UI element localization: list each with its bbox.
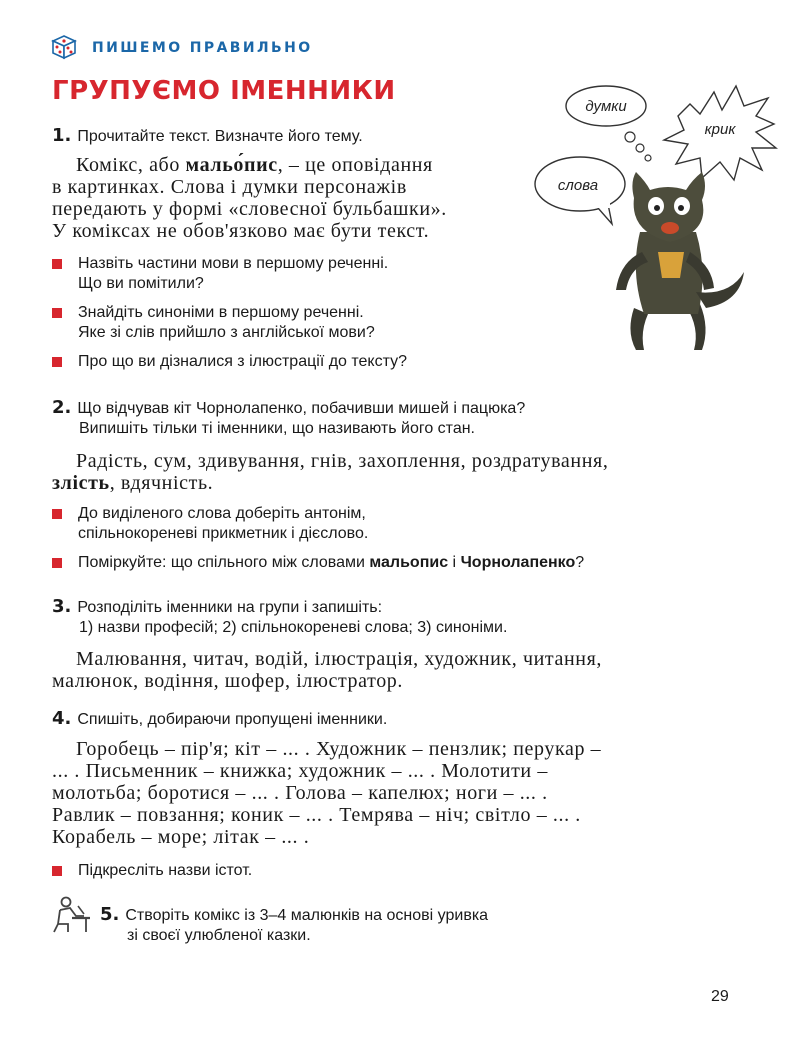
bullet-marker (52, 866, 62, 876)
bullet-marker (52, 308, 62, 318)
bullet-marker (52, 558, 62, 568)
exercise-1-question-1: Назвіть частини мови в першому реченні. Що ви помітили? (52, 254, 388, 294)
text-line: У коміксах не обов'язково має бути текст. (52, 220, 430, 242)
exercise-2-instruction: 2. Що відчував кіт Чорнолапенко, побачивши мишей і пацюка? Випишіть тільки ті іменники, що називають його стан. (52, 397, 526, 437)
text-line: ... . Письменник – книжка; художник – ... . Молотити – (52, 760, 548, 782)
section-label: ПИШЕМО ПРАВИЛЬНО (92, 40, 313, 56)
bullet-marker (52, 509, 62, 519)
exercise-2-question-1: До виділеного слова доберіть антонім, спільнокореневі прикметник і дієслово. (52, 504, 368, 544)
text-line: малюнок, водіння, шофер, ілюстратор. (52, 670, 403, 692)
exercise-1-instruction (52, 126, 363, 147)
exercise-3-text (52, 648, 742, 692)
comic-illustration (530, 82, 790, 357)
text-line: Малювання, читач, водій, ілюстрація, художник, читання, (76, 648, 602, 670)
exercise-number: 4. (52, 708, 72, 729)
exercise-2-question-2: Поміркуйте: що спільного між словами мальопис і Чорнолапенко? (52, 553, 584, 573)
text-line: передають у формі «словесної бульбашки». (52, 198, 447, 220)
exercise-number: 1. (52, 125, 72, 146)
bullet-marker (52, 357, 62, 367)
bullet-marker (52, 259, 62, 269)
text-line: Комікс, або мальо́пис, – це оповідання (76, 154, 433, 176)
text-line: злість, вдячність. (52, 472, 214, 494)
bold-term: мальо́пис (185, 154, 278, 176)
exercise-number: 2. (52, 397, 72, 418)
text-line: в картинках. Слова і думки персонажів (52, 176, 407, 198)
dice-icon (51, 34, 77, 60)
cat-illustration (616, 172, 744, 350)
exercise-4-instruction: 4. Спишіть, добираючи пропущені іменники. (52, 708, 388, 729)
text-line: Горобець – пір'я; кіт – ... . Художник – пензлик; перукар – (76, 738, 602, 760)
exercise-3-instruction: 3. Розподіліть іменники на групи і запишіть: 1) назви професій; 2) спільнокореневі слова; 3) синоніми. (52, 596, 508, 636)
bubble-shout-text: крик (704, 121, 736, 138)
exercise-2-text (52, 450, 742, 494)
exercise-4-text (52, 738, 742, 848)
thought-bubble (566, 86, 651, 161)
student-at-desk-icon (50, 896, 92, 934)
exercise-1-question-3: Про що ви дізналися з ілюстрації до тексту? (52, 352, 407, 372)
exercise-1-text (52, 154, 522, 242)
exercise-number: 3. (52, 596, 72, 617)
page-title: ГРУПУЄМО ІМЕННИКИ (52, 76, 396, 106)
text-line: молотьба; боротися – ... . Голова – капелюх; ноги – ... . (52, 782, 548, 804)
exercise-4-question-1: Підкресліть назви істот. (52, 861, 252, 881)
exercise-5-instruction: 5. Створіть комікс із 3–4 малюнків на основі уривка зі своєї улюбленої казки. (100, 904, 489, 944)
bubble-thoughts-text: думки (585, 98, 627, 115)
text-line: Равлик – повзання; коник – ... . Темрява – ніч; світло – ... . (52, 804, 581, 826)
page-number: 29 (711, 988, 729, 1005)
bold-term: Чорнолапенко (460, 554, 576, 571)
speech-bubble (535, 157, 625, 224)
bubble-words-text: слова (557, 177, 599, 194)
shout-bubble (664, 86, 776, 180)
instruction-text: Прочитайте текст. Визначте його тему. (77, 128, 363, 145)
exercise-number: 5. (100, 904, 120, 925)
bold-term: мальопис (369, 554, 449, 571)
text-line: Корабель – море; літак – ... . (52, 826, 310, 848)
exercise-1-question-2: Знайдіть синоніми в першому реченні. Яке зі слів прийшло з англійської мови? (52, 303, 375, 343)
text-line: Радість, сум, здивування, гнів, захоплення, роздратування, (76, 450, 609, 472)
bold-term: злість (52, 472, 110, 494)
